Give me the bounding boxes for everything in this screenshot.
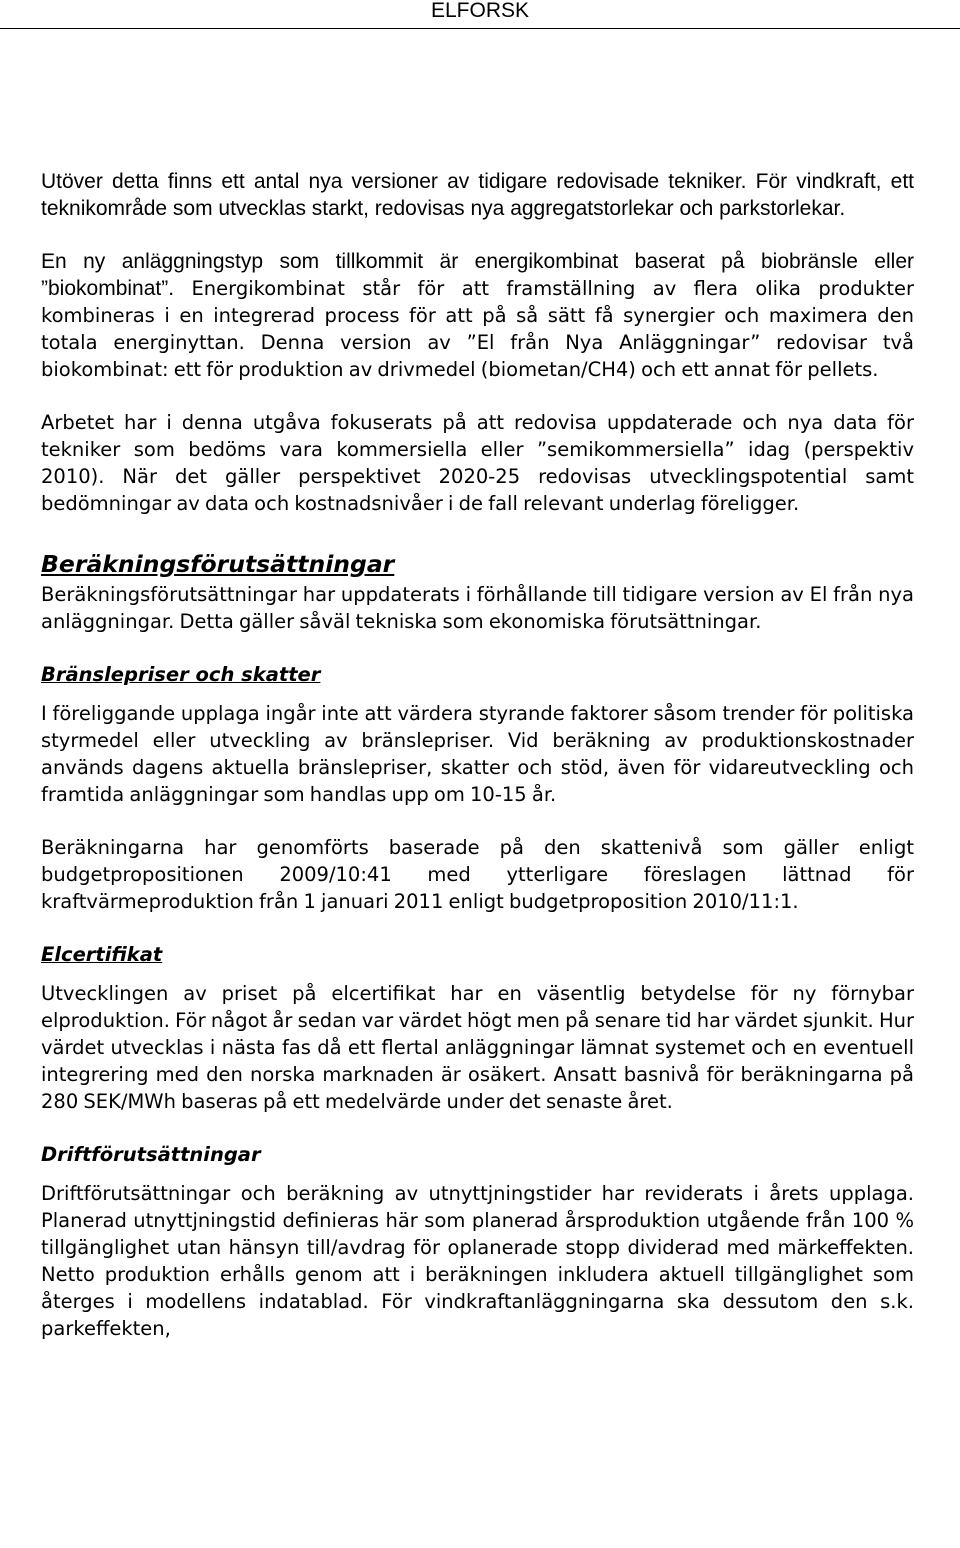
paragraph-biokombinat-lead: En ny anläggningstyp som tillkommit är energikombinat baserat på biobränsle eller ”biokombinat”.: [41, 250, 914, 300]
paragraph-branslepriser-2: Beräkningarna har genomförts baserade på den skattenivå som gäller enligt budgetpropositionen 2009/10:41 med ytterligare föreslagen lättnad för kraftvärmeproduktion från 1 januari 2011 enligt budgetproposition 2010/11:1.: [41, 836, 914, 913]
paragraph-berakningsforutsattningar: Beräkningsförutsättningar har uppdaterats i förhållande till tidigare version av El från nya anläggningar. Detta gäller såväl tekniska som ekonomiska förutsättningar.: [41, 583, 914, 633]
paragraph-driftforutsattningar: Driftförutsättningar och beräkning av utnyttjningstider har reviderats i årets upplaga. Planerad utnyttjningstid definieras här som planerad årsproduktion utgående från 100 % tillgänglighet utan hänsyn till/avdrag för oplanerade stopp dividerad med märkeffekten. Netto produktion erhålls genom att i beräkningen inkludera aktuell tillgänglighet som återges i modellens indatablad. För vindkraftanläggningarna ska dessutom den s.k. parkeffekten,: [41, 1182, 914, 1340]
page-header: ELFORSK: [0, 0, 960, 29]
heading-berakningsforutsattningar: Beräkningsförutsättningar: [41, 550, 395, 578]
paragraph-arbetet: Arbetet har i denna utgåva fokuserats på att redovisa uppdaterade och nya data för tekniker som bedöms vara kommersiella eller ”semikommersiella” idag (perspektiv 2010). När det gäller perspektivet 2020-25 redovisas utvecklingspotential samt bedömningar av data och kostnadsnivåer i de fall relevant underlag föreligger.: [41, 411, 914, 515]
heading-elcertifikat: Elcertifikat: [41, 943, 163, 966]
paragraph-elcertifikat: Utvecklingen av priset på elcertifikat har en väsentlig betydelse för ny förnybar elproduktion. För något år sedan var värdet högt men på senare tid har värdet sjunkit. Hur värdet utvecklas i nästa fas då ett flertal anläggningar lämnat systemet och en eventuell integrering med den norska marknaden är osäkert. Ansatt basnivå för beräkningarna på 280 SEK/MWh baseras på ett medelvärde under det senaste året.: [41, 982, 914, 1113]
document-body: [41, 168, 914, 1342]
heading-branslepriser: Bränslepriser och skatter: [41, 663, 321, 686]
heading-driftforutsattningar: Driftförutsättningar: [41, 1143, 261, 1166]
paragraph-intro: Utöver detta finns ett antal nya versioner av tidigare redovisade tekniker. För vindkraft, ett teknikområde som utvecklas starkt, redovisas nya aggregatstorlekar och parkstorlekar.: [41, 170, 914, 220]
paragraph-biokombinat-rest: Energikombinat står för att framställning av flera olika produkter kombineras i en integrerad process för att på så sätt få synergier och maximera den totala energinyttan. Denna version av ”El från Nya Anläggningar” redovisar två biokombinat: ett för produktion av drivmedel (biometan/CH4) och ett annat för pellets.: [41, 277, 914, 381]
paragraph-biokombinat: [41, 248, 914, 383]
paragraph-branslepriser-1: I föreliggande upplaga ingår inte att värdera styrande faktorer såsom trender för politiska styrmedel eller utveckling av bränslepriser. Vid beräkning av produktionskostnader används dagens aktuella bränslepriser, skatter och stöd, även för vidareutveckling och framtida anläggningar som handlas upp om 10-15 år.: [41, 702, 914, 806]
